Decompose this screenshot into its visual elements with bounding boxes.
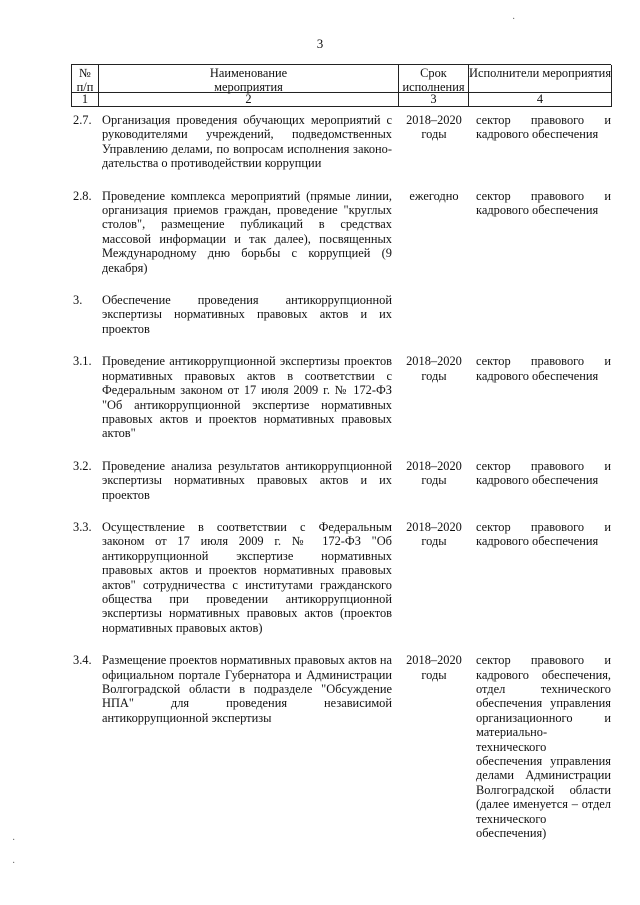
table-row xyxy=(71,189,611,275)
row-executor: сектор правового и кадрового обеспечения xyxy=(476,188,611,218)
row-number: 2.7. xyxy=(73,113,92,127)
row-name: Проведение анализа результатов антикоррупционной экспертизы нормативных правовых актов и их проектов xyxy=(102,458,392,502)
row-executor xyxy=(468,293,611,336)
row-term: ежегодно xyxy=(409,188,459,203)
row-name: Размещение проектов нормативных правовых актов на официальном портале Губернатора и Администрации Волгоградской области в подразделе "Обсуждение НПА" для проведения независимой антикоррупционной экспертизы xyxy=(102,653,392,725)
table-row xyxy=(71,293,611,336)
header-term: Срок исполнения xyxy=(399,65,469,93)
header-num: № п/п xyxy=(72,65,99,93)
row-term: 2018–2020 годы xyxy=(406,458,462,488)
col-number-1: 1 xyxy=(72,93,99,107)
table-row xyxy=(71,520,611,635)
row-number: 3.1. xyxy=(73,354,92,369)
row-term xyxy=(398,293,468,336)
col-number-2: 2 xyxy=(99,93,399,107)
row-term: 2018–2020 годы xyxy=(406,519,462,549)
row-term: 2018–2020 годы xyxy=(406,113,462,142)
row-executor: сектор правового и кадрового обеспечения xyxy=(476,113,611,142)
col-number-4: 4 xyxy=(469,93,612,107)
header-name: Наименование мероприятия xyxy=(99,65,399,93)
row-name: Проведение комплекса мероприятий (прямые линии, организация приемов граждан, проведение "круглых столов", размещение публикаций в средствах массовой информации и так далее), посвященных Международному дню борьбы с коррупцией (9 декабря) xyxy=(102,188,392,275)
table-row xyxy=(71,113,611,171)
row-term: 2018–2020 годы xyxy=(406,653,462,682)
row-name: Обеспечение проведения антикоррупционной экспертизы нормативных правовых актов и их проектов xyxy=(102,293,392,336)
row-name: Проведение антикоррупционной экспертизы проектов нормативных правовых актов в соответствии с Федеральным законом от 17 июля 2009 г. № 172-ФЗ "Об антикоррупционной экспертизе нормативных правовых актов и проектов нормативных правовых актов" xyxy=(102,354,392,441)
table-row xyxy=(71,459,611,502)
row-name: Организация проведения обучающих мероприятий с руководителями учреждений, подведомственных Управлению делами, по вопросам исполнения законо- дательства о противодействии коррупции xyxy=(102,113,392,171)
scan-mark: · xyxy=(12,858,16,869)
row-executor: сектор правового и кадрового обеспечения, отдел технического обеспечения управления организационного и материально-технического обеспечения управления делами Администрации Волгоградской области (далее именуется – отдел технического обеспечения) xyxy=(476,653,611,841)
header-exec: Исполнители мероприятия xyxy=(469,65,612,93)
row-executor: сектор правового и кадрового обеспечения xyxy=(476,519,611,549)
scan-mark: · xyxy=(512,14,516,25)
table-row xyxy=(71,354,611,440)
page-number: 3 xyxy=(316,36,324,51)
row-executor: сектор правового и кадрового обеспечения xyxy=(476,458,611,488)
row-term: 2018–2020 годы xyxy=(406,354,462,383)
col-number-3: 3 xyxy=(399,93,469,107)
table-row xyxy=(71,653,611,840)
row-number: 3.3. xyxy=(73,519,92,534)
row-number: 3.4. xyxy=(73,653,92,668)
row-executor: сектор правового и кадрового обеспечения xyxy=(476,354,611,383)
measures-table xyxy=(71,64,611,840)
table-header xyxy=(71,64,611,107)
row-number: 2.8. xyxy=(73,188,92,203)
row-name: Осуществление в соответствии с Федеральным законом от 17 июля 2009 г. № 172-ФЗ "Об антикоррупционной экспертизе нормативных правовых актов и проектов нормативных правовых актов" сотрудничества с институтами гражданского общества при проведении антикоррупционной экспертизы нормативных правовых актов (проектов нормативных правовых актов) xyxy=(102,519,392,635)
row-number: 3.2. xyxy=(73,458,92,473)
row-number: 3. xyxy=(73,293,83,308)
scan-mark: · xyxy=(12,835,16,846)
